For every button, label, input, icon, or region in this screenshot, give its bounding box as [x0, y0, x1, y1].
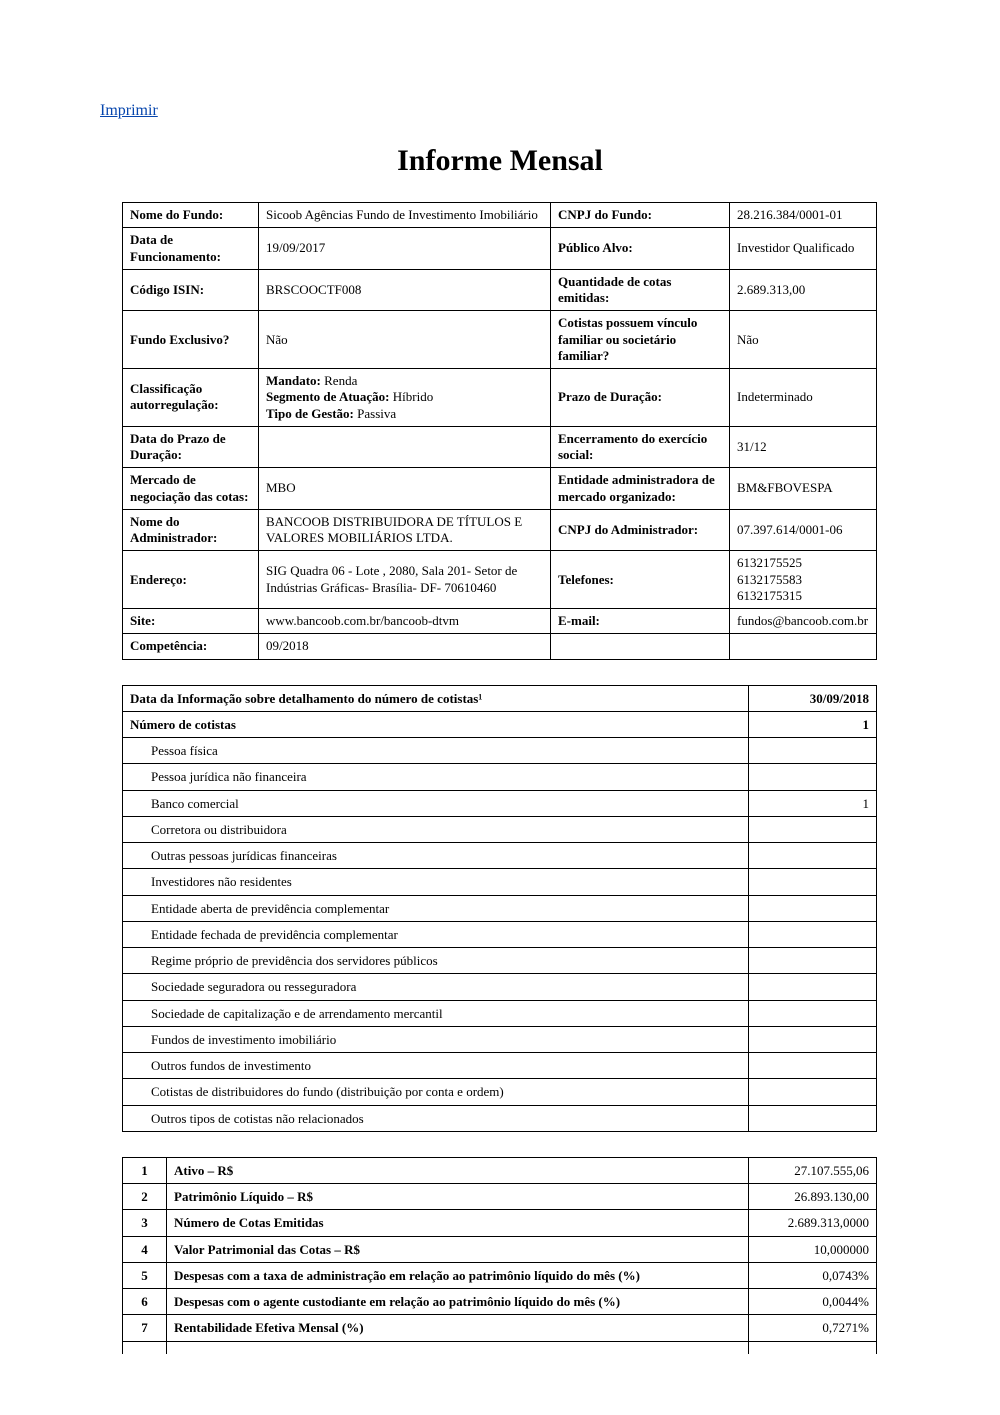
indicator-number: 7: [123, 1315, 167, 1341]
field-value: Não: [259, 311, 551, 369]
cotistas-value: [749, 1053, 877, 1079]
cotistas-row: [123, 895, 877, 921]
cotistas-value: [749, 895, 877, 921]
field-label: CNPJ do Fundo:: [551, 203, 730, 228]
field-label: Endereço:: [123, 551, 259, 609]
indicator-value: 10,000000: [749, 1236, 877, 1262]
fund-info-row: [123, 551, 877, 609]
field-label: Entidade administradora de mercado organizado:: [551, 468, 730, 510]
cotistas-row: [123, 738, 877, 764]
cotistas-value: 30/09/2018: [749, 685, 877, 711]
cotistas-label: Sociedade de capitalização e de arrendamento mercantil: [123, 1000, 749, 1026]
fund-info-row: [123, 369, 877, 427]
cotistas-label: Cotistas de distribuidores do fundo (distribuição por conta e ordem): [123, 1079, 749, 1105]
indicator-label: Número de Cotas Emitidas: [167, 1210, 749, 1236]
field-label: Site:: [123, 609, 259, 634]
cotistas-label: Investidores não residentes: [123, 869, 749, 895]
fund-info-row: [123, 203, 877, 228]
cotistas-value: [749, 764, 877, 790]
field-value: 19/09/2017: [259, 228, 551, 270]
field-value: Mandato: Renda Segmento de Atuação: Híbrido Tipo de Gestão: Passiva: [259, 369, 551, 427]
field-value: Não: [730, 311, 877, 369]
cotistas-row: [123, 764, 877, 790]
cotistas-label: Pessoa física: [123, 738, 749, 764]
cotistas-row: [123, 921, 877, 947]
cotistas-value: [749, 948, 877, 974]
field-value: fundos@bancoob.com.br: [730, 609, 877, 634]
indicator-label: Ativo – R$: [167, 1157, 749, 1183]
cotistas-value: [749, 816, 877, 842]
cotistas-value: 1: [749, 711, 877, 737]
cotistas-value: [749, 869, 877, 895]
cotistas-row: [123, 869, 877, 895]
field-label: Cotistas possuem vínculo familiar ou societário familiar?: [551, 311, 730, 369]
cotistas-row: [123, 1026, 877, 1052]
field-label: Classificação autorregulação:: [123, 369, 259, 427]
field-label: CNPJ do Administrador:: [551, 509, 730, 551]
field-value: 6132175525 6132175583 6132175315: [730, 551, 877, 609]
indicator-label: Despesas com a taxa de administração em relação ao patrimônio líquido do mês (%): [167, 1262, 749, 1288]
print-link[interactable]: Imprimir: [100, 102, 158, 119]
cotistas-label: Corretora ou distribuidora: [123, 816, 749, 842]
indicator-value: 0,0044%: [749, 1289, 877, 1315]
cotistas-value: [749, 1000, 877, 1026]
field-label: Mercado de negociação das cotas:: [123, 468, 259, 510]
indicator-number: 5: [123, 1262, 167, 1288]
cotistas-label: Entidade fechada de previdência complementar: [123, 921, 749, 947]
indicator-row: [123, 1289, 877, 1315]
cotistas-row: [123, 790, 877, 816]
field-value: Indeterminado: [730, 369, 877, 427]
indicators-body: [123, 1157, 877, 1354]
fund-info-row: [123, 269, 877, 311]
cotistas-label: Número de cotistas: [123, 711, 749, 737]
indicator-value: 2.689.313,0000: [749, 1210, 877, 1236]
cotistas-row: [123, 685, 877, 711]
indicator-number-partial: [123, 1341, 167, 1354]
cotistas-row: [123, 974, 877, 1000]
field-value: Investidor Qualificado: [730, 228, 877, 270]
indicator-row: [123, 1157, 877, 1183]
fund-info-row: [123, 468, 877, 510]
cotistas-body: [123, 685, 877, 1131]
field-value: 31/12: [730, 426, 877, 468]
indicator-value: 27.107.555,06: [749, 1157, 877, 1183]
indicator-row: [123, 1262, 877, 1288]
cotistas-label: Fundos de investimento imobiliário: [123, 1026, 749, 1052]
fund-info-row: [123, 509, 877, 551]
indicator-value: 0,7271%: [749, 1315, 877, 1341]
page-title: Informe Mensal: [397, 144, 603, 177]
cotistas-row: [123, 843, 877, 869]
field-value: BM&FBOVESPA: [730, 468, 877, 510]
indicator-value: 26.893.130,00: [749, 1184, 877, 1210]
field-value: Sicoob Agências Fundo de Investimento Imobiliário: [259, 203, 551, 228]
cotistas-label: Sociedade seguradora ou resseguradora: [123, 974, 749, 1000]
cotistas-label: Data da Informação sobre detalhamento do número de cotistas¹: [123, 685, 749, 711]
cotistas-value: [749, 1026, 877, 1052]
cotistas-value: 1: [749, 790, 877, 816]
cotistas-label: Regime próprio de previdência dos servidores públicos: [123, 948, 749, 974]
indicator-row: [123, 1210, 877, 1236]
field-value: 28.216.384/0001-01: [730, 203, 877, 228]
indicator-label-partial: [167, 1341, 749, 1354]
cotistas-row: [123, 1079, 877, 1105]
fund-info-row: [123, 311, 877, 369]
field-label: Quantidade de cotas emitidas:: [551, 269, 730, 311]
cotistas-value: [749, 1105, 877, 1131]
indicator-value: 0,0743%: [749, 1262, 877, 1288]
field-value: 07.397.614/0001-06: [730, 509, 877, 551]
cotistas-row: [123, 1000, 877, 1026]
field-value: MBO: [259, 468, 551, 510]
field-value: SIG Quadra 06 - Lote , 2080, Sala 201- Setor de Indústrias Gráficas- Brasília- DF- 70610460: [259, 551, 551, 609]
cotistas-table: [122, 685, 877, 1132]
fund-info-row: [123, 228, 877, 270]
field-label: E-mail:: [551, 609, 730, 634]
field-value: 2.689.313,00: [730, 269, 877, 311]
field-label: Encerramento do exercício social:: [551, 426, 730, 468]
cotistas-value: [749, 921, 877, 947]
indicator-value-partial: [749, 1341, 877, 1354]
indicators-table: [122, 1157, 877, 1354]
field-label: Fundo Exclusivo?: [123, 311, 259, 369]
indicator-number: 3: [123, 1210, 167, 1236]
field-label: Nome do Fundo:: [123, 203, 259, 228]
cotistas-row: [123, 1053, 877, 1079]
field-value: BANCOOB DISTRIBUIDORA DE TÍTULOS E VALORES MOBILIÁRIOS LTDA.: [259, 509, 551, 551]
cotistas-row: [123, 1105, 877, 1131]
fund-info-row: [123, 426, 877, 468]
field-value: BRSCOOCTF008: [259, 269, 551, 311]
cotistas-row: [123, 948, 877, 974]
fund-info-row: [123, 609, 877, 634]
cotistas-row: [123, 711, 877, 737]
field-label: Prazo de Duração:: [551, 369, 730, 427]
field-label: [551, 634, 730, 659]
cotistas-value: [749, 974, 877, 1000]
field-label: Data do Prazo de Duração:: [123, 426, 259, 468]
indicator-number: 1: [123, 1157, 167, 1183]
cotistas-label: Pessoa jurídica não financeira: [123, 764, 749, 790]
indicator-label: Patrimônio Líquido – R$: [167, 1184, 749, 1210]
cotistas-value: [749, 843, 877, 869]
field-value: 09/2018: [259, 634, 551, 659]
indicator-label: Valor Patrimonial das Cotas – R$: [167, 1236, 749, 1262]
indicator-number: 2: [123, 1184, 167, 1210]
field-label: Nome do Administrador:: [123, 509, 259, 551]
cotistas-value: [749, 1079, 877, 1105]
indicator-row: [123, 1315, 877, 1341]
indicator-label: Despesas com o agente custodiante em relação ao patrimônio líquido do mês (%): [167, 1289, 749, 1315]
cotistas-label: Outros fundos de investimento: [123, 1053, 749, 1079]
fund-info-body: [123, 203, 877, 660]
indicator-number: 6: [123, 1289, 167, 1315]
field-label: Data de Funcionamento:: [123, 228, 259, 270]
field-label: Código ISIN:: [123, 269, 259, 311]
field-value: www.bancoob.com.br/bancoob-dtvm: [259, 609, 551, 634]
field-label: Público Alvo:: [551, 228, 730, 270]
field-label: Competência:: [123, 634, 259, 659]
field-value: [730, 634, 877, 659]
cotistas-label: Outras pessoas jurídicas financeiras: [123, 843, 749, 869]
cotistas-label: Entidade aberta de previdência complementar: [123, 895, 749, 921]
indicator-row: [123, 1184, 877, 1210]
indicator-partial-row: [123, 1341, 877, 1354]
cotistas-label: Banco comercial: [123, 790, 749, 816]
indicator-row: [123, 1236, 877, 1262]
cotistas-value: [749, 738, 877, 764]
indicator-label: Rentabilidade Efetiva Mensal (%): [167, 1315, 749, 1341]
cotistas-row: [123, 816, 877, 842]
cotistas-label: Outros tipos de cotistas não relacionados: [123, 1105, 749, 1131]
fund-info-row: [123, 634, 877, 659]
indicator-number: 4: [123, 1236, 167, 1262]
fund-info-table: [122, 202, 877, 660]
field-label: Telefones:: [551, 551, 730, 609]
field-value: [259, 426, 551, 468]
